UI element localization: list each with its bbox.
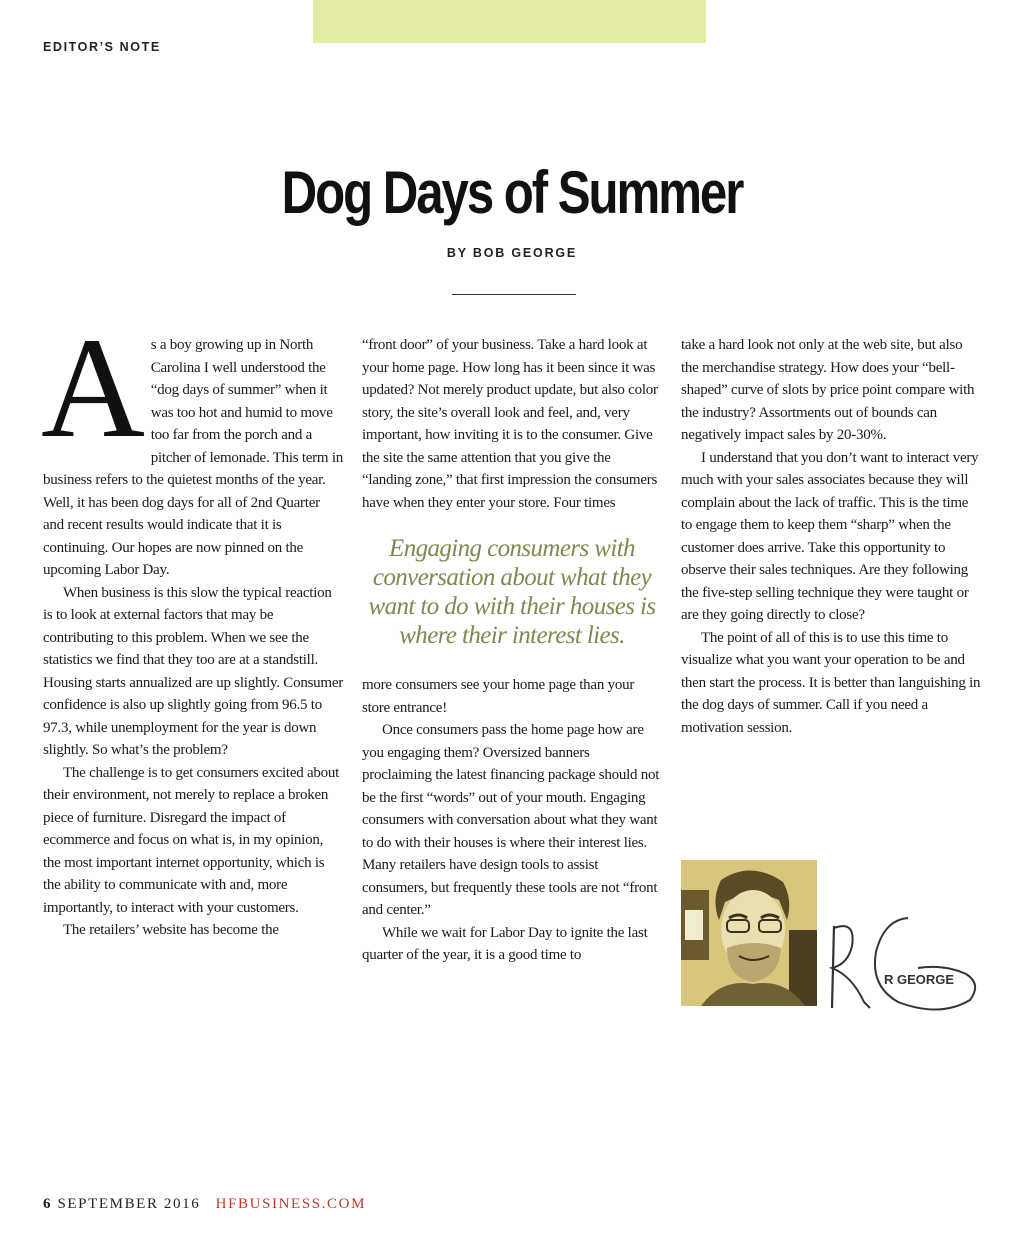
paragraph: When business is this slow the typical reaction is to look at external factors that may be contributing to this problem. When we see the statistics we find that they too are at a standstill. Housing starts annualized are up slightly. Consumer confidence is also up slightly going from 96.5 to 97.3, while unemployment for the year is down slightly. So what’s the problem? bbox=[43, 584, 343, 758]
website-link[interactable]: HFBUSINESS.COM bbox=[215, 1196, 367, 1212]
paragraph: more consumers see your home page than your store entrance! bbox=[362, 677, 635, 716]
paragraph: While we wait for Labor Day to ignite the last quarter of the year, it is a good time to bbox=[362, 924, 648, 963]
drop-cap: A bbox=[41, 309, 145, 468]
article-column-2 bbox=[362, 334, 662, 967]
header-accent-bar bbox=[313, 0, 706, 43]
signature-text: R GEORGE bbox=[884, 972, 955, 987]
paragraph: The challenge is to get consumers excited about their environment, not merely to replace a broken piece of furniture. Disregard the impact of ecommerce and focus on what is, in my opinion, the most important internet opportunity, which is the ability to communicate with and, more importantly, to interact with your customers. bbox=[43, 764, 340, 916]
issue-date: SEPTEMBER 2016 bbox=[57, 1196, 201, 1212]
paragraph: The point of all of this is to use this time to visualize what you want your operation to be and then start the process. It is better than languishing in the dog days of summer. Call if you need a motivation session. bbox=[681, 629, 981, 736]
title-divider bbox=[452, 294, 576, 295]
paragraph: take a hard look not only at the web site, but also the merchandise strategy. How does your “bell-shaped” curve of slots by price point compare with the industry? Assortments out of bounds can negatively impact sales by 20-30%. bbox=[681, 337, 975, 443]
section-label: EDITOR’S NOTE bbox=[43, 40, 161, 54]
author-portrait-image bbox=[681, 860, 817, 1006]
article-column-3 bbox=[681, 334, 981, 739]
paragraph: I understand that you don’t want to interact very much with your sales associates because they will complain about the lack of traffic. This is the time to engage them to keep them “sharp” when the customer does arrive. Take this opportunity to observe their sales techniques. Are they following the five-step selling technique they were taught or are they going directly to close? bbox=[681, 449, 979, 623]
article-byline: BY BOB GEORGE bbox=[446, 246, 578, 260]
article-column-1 bbox=[41, 309, 344, 942]
author-signature bbox=[820, 912, 980, 1024]
article-title: Dog Days of Summer bbox=[281, 159, 743, 226]
paragraph: s a boy growing up in North Carolina I well understood the “dog days of summer” when it was too hot and humid to move too far from the porch and a pitcher of lemonade. This term in business refers to the quietest months of the year. Well, it has been dog days for all of 2nd Quarter and recent results would indicate that it is continuing. Our hopes are now pinned on the upcoming Labor Day. bbox=[43, 337, 344, 578]
paragraph: “front door” of your business. Take a hard look at your home page. How long has it been since it was updated? Not merely product update, but also color story, the site’s overall look and feel, and, very important, how inviting it is to the consumer. Give the site the same attention that you give the “landing zone,” that first impression the consumers have when they enter your store. Four times bbox=[362, 337, 658, 511]
author-photo bbox=[681, 860, 817, 1006]
pull-quote: Engaging consumers with conversation about what they want to do with their houses is where their interest lies. bbox=[368, 535, 656, 649]
paragraph: The retailers’ website has become the bbox=[63, 922, 279, 938]
paragraph: Once consumers pass the home page how are you engaging them? Oversized banners proclaiming the latest financing package should not be the first “words” out of your mouth. Engaging consumers with conversation about what they want to do with their houses is where their interest lies. Many retailers have design tools to assist consumers, but frequently these tools are not “front and center.” bbox=[362, 722, 660, 918]
page-number: 6 bbox=[43, 1196, 53, 1212]
page-footer bbox=[43, 1196, 366, 1213]
